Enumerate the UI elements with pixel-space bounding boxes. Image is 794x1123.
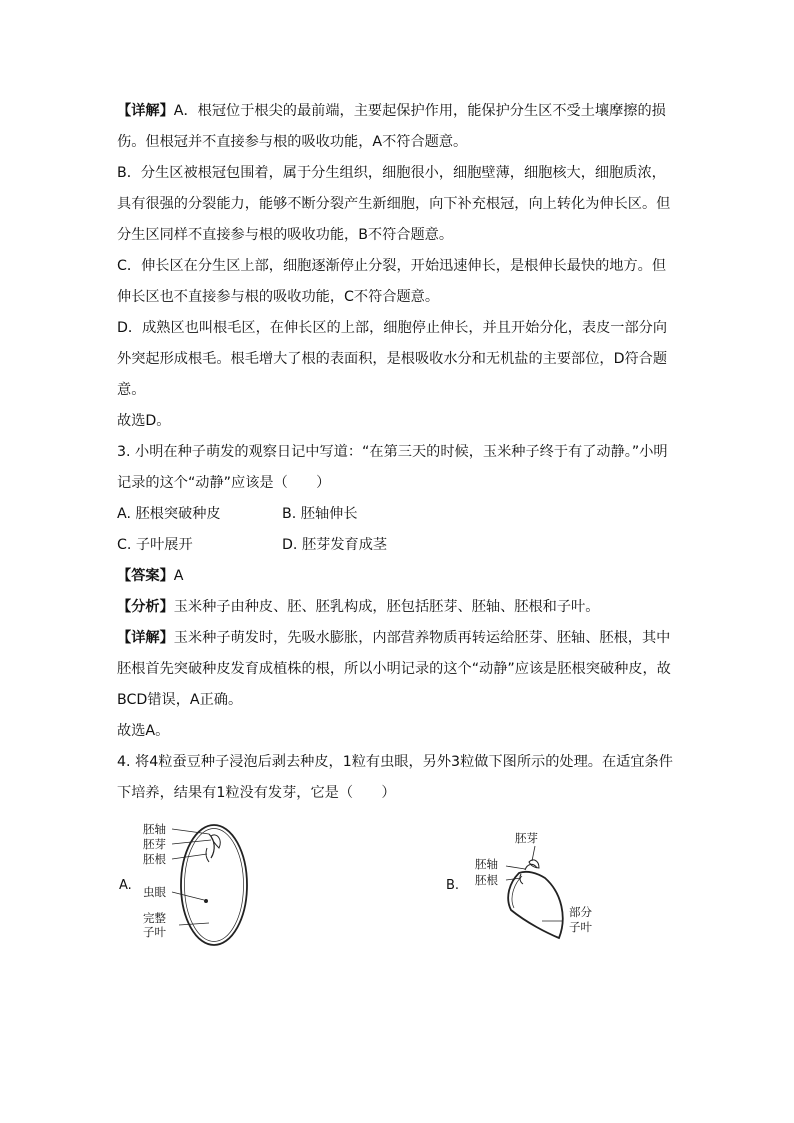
seed-figure bbox=[117, 818, 637, 953]
q3-conclusion: 故选A。 bbox=[117, 723, 170, 739]
question-3-stem: 3. 小明在种子萌发的观察日记中写道：“在第三天的时候，玉米种子终于有了动静。”小明记录的这个“动静”应该是（ ） bbox=[117, 444, 668, 491]
q3-option-d: D. 胚芽发育成茎 bbox=[282, 537, 388, 553]
q3-options-row-1 bbox=[117, 499, 677, 530]
seed-b-label-partial: 部分 bbox=[569, 905, 592, 919]
paragraph-detail-b: B．分生区被根冠包围着，属于分生组织，细胞很小，细胞壁薄，细胞核大，细胞质浓，具有很强的分裂能力，能够不断分裂产生新细胞，向下补充根冠，向上转化为伸长区。但分生区同样不直接参与根的吸收功能，B不符合题意。 bbox=[117, 165, 671, 243]
paragraph-detail-c: C．伸长区在分生区上部，细胞逐渐停止分裂，开始迅速伸长，是根伸长最快的地方。但伸长区也不直接参与根的吸收功能，C不符合题意。 bbox=[117, 258, 667, 305]
seed-b-label-radicle: 胚根 bbox=[475, 873, 498, 887]
seed-a-label-plumule: 胚芽 bbox=[143, 837, 166, 851]
seed-b-drawing bbox=[506, 846, 563, 938]
section-marker: 【详解】 bbox=[117, 103, 174, 119]
paragraph-detail-a: 【详解】A．根冠位于根尖的最前端，主要起保护作用，能保护分生区不受土壤摩擦的损伤。但根冠并不直接参与根的吸收功能，A不符合题意。 bbox=[117, 103, 666, 150]
seed-b-radicle bbox=[520, 874, 523, 884]
seed-a-label-cotyledon: 子叶 bbox=[143, 925, 166, 939]
seed-a-label-whole: 完整 bbox=[143, 911, 166, 925]
seed-a-label-axis: 胚轴 bbox=[143, 822, 166, 836]
q2-conclusion: 故选D。 bbox=[117, 413, 171, 429]
seed-b-outline bbox=[508, 872, 563, 938]
q3-option-b: B. 胚轴伸长 bbox=[282, 506, 358, 522]
q3-options-row-2 bbox=[117, 530, 677, 561]
q3-option-c: C. 子叶展开 bbox=[117, 537, 193, 553]
question-4-stem: 4. 将4粒蚕豆种子浸泡后剥去种皮，1粒有虫眼，另外3粒做下图所示的处理。在适宜条件下培养，结果有1粒没有发芽，它是（ ） bbox=[117, 754, 673, 801]
seed-diagrams bbox=[117, 818, 637, 953]
q3-option-a: A. 胚根突破种皮 bbox=[117, 506, 221, 522]
seed-a-drawing bbox=[172, 825, 247, 945]
figure-option-b: B. bbox=[446, 878, 460, 893]
q3-answer: 【答案】A bbox=[117, 568, 184, 584]
seed-a-label-wormhole: 虫眼 bbox=[143, 885, 166, 899]
seed-a-label-radicle: 胚根 bbox=[143, 852, 166, 866]
document-body bbox=[117, 96, 677, 809]
seed-a-plumule bbox=[211, 835, 220, 848]
paragraph-detail-d: D．成熟区也叫根毛区，在伸长区的上部，细胞停止伸长，并且开始分化，表皮一部分向外突起形成根毛。根毛增大了根的表面积，是根吸收水分和无机盐的主要部位，D符合题意。 bbox=[117, 320, 668, 398]
figure-option-a: A. bbox=[119, 878, 132, 893]
seed-a-wormhole bbox=[205, 900, 208, 903]
q3-detail: 【详解】玉米种子萌发时，先吸水膨胀，内部营养物质再转运给胚芽、胚轴、胚根，其中胚根首先突破种皮发育成植株的根，所以小明记录的这个“动静”应该是胚根突破种皮，故BCD错误，A正确。 bbox=[117, 630, 671, 708]
seed-a-radicle bbox=[206, 848, 209, 862]
q3-analysis: 【分析】玉米种子由种皮、胚、胚乳构成，胚包括胚芽、胚轴、胚根和子叶。 bbox=[117, 599, 600, 615]
seed-b-label-axis: 胚轴 bbox=[475, 857, 498, 871]
seed-b-label-cotyledon: 子叶 bbox=[569, 920, 592, 934]
seed-b-label-plumule: 胚芽 bbox=[515, 831, 538, 845]
